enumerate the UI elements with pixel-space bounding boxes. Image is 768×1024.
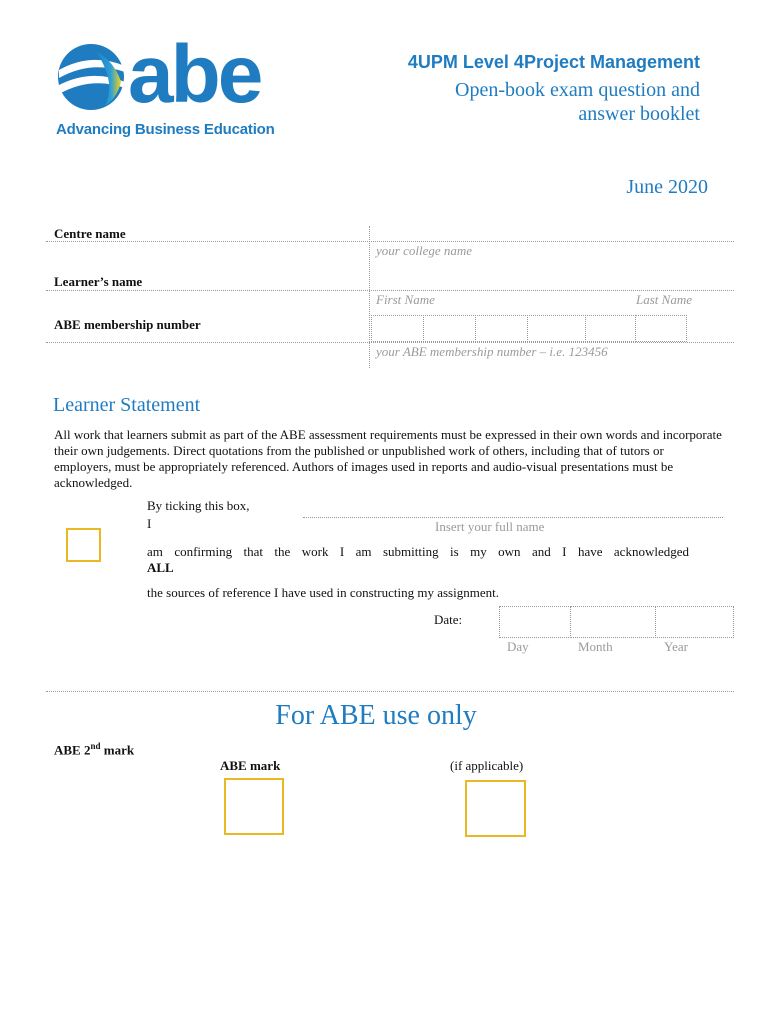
membership-digit-box[interactable] [371, 315, 424, 342]
second-mark-box[interactable] [465, 780, 526, 837]
learner-name-label: Learner’s name [54, 274, 143, 289]
tick-pronoun: I [147, 516, 152, 531]
month-label: Month [578, 639, 613, 654]
month-box[interactable] [570, 606, 656, 638]
abe-logo-swirl-icon [55, 42, 127, 112]
second-mark-sup: nd [90, 741, 101, 751]
subtitle-line-1: Open-book exam question and [455, 79, 700, 101]
form-line [46, 241, 734, 242]
booklet-subtitle [340, 78, 700, 126]
second-mark-suffix: mark [100, 742, 135, 758]
abe-use-only-title: For ABE use only [275, 700, 477, 731]
second-mark-prefix: ABE 2 [54, 742, 91, 758]
centre-name-input[interactable]: your college name [376, 243, 473, 258]
abe-mark-label: ABE mark [220, 758, 281, 773]
last-name-input[interactable]: Last Name [636, 292, 692, 307]
learner-statement-title: Learner Statement [53, 394, 201, 416]
confirm-all-text: ALL [147, 560, 174, 575]
membership-digit-box[interactable] [475, 315, 528, 342]
session-date: June 2020 [626, 176, 708, 198]
confirm-text-body: am confirming that the work I am submitting is my own and I have acknowledged [147, 544, 689, 559]
section-divider [46, 691, 734, 692]
abe-logo-text: abe [128, 29, 261, 120]
date-boxes[interactable] [499, 606, 734, 638]
form-line [46, 342, 734, 343]
full-name-line [303, 517, 723, 518]
membership-hint: your ABE membership number – i.e. 123456 [376, 344, 608, 359]
abe-mark-box[interactable] [224, 778, 284, 835]
membership-digit-box[interactable] [527, 315, 586, 342]
tick-intro-text: By ticking this box, [147, 498, 250, 513]
full-name-input[interactable]: Insert your full name [435, 519, 545, 534]
first-name-input[interactable]: First Name [376, 292, 435, 307]
membership-digit-box[interactable] [635, 315, 687, 342]
membership-digit-boxes[interactable] [371, 315, 687, 342]
course-title: 4UPM Level 4Project Management [407, 52, 700, 72]
abe-logo-tagline: Advancing Business Education [56, 121, 275, 138]
day-label: Day [507, 639, 529, 654]
form-line [46, 290, 734, 291]
year-label: Year [664, 639, 688, 654]
centre-name-label: Centre name [54, 226, 126, 241]
abe-second-mark-label [54, 741, 134, 758]
subtitle-line-2: answer booklet [578, 103, 700, 125]
membership-number-label: ABE membership number [54, 317, 201, 332]
date-label: Date: [434, 612, 463, 627]
confirm-text [147, 544, 689, 560]
form-divider-vertical [369, 226, 370, 368]
confirmation-checkbox[interactable] [66, 528, 101, 562]
membership-digit-box[interactable] [423, 315, 476, 342]
if-applicable-label: (if applicable) [450, 758, 524, 773]
learner-statement-body: All work that learners submit as part of the ABE assessment requirements must be expressed in their own words and incorporate their own judgements. Direct quotations from the published or unpublished work of others, including that of tutors or employers, must be appropriately referenced. Authors of images used in reports and audio-visual presentations must be acknowledged. [54, 427, 722, 490]
sources-text: the sources of reference I have used in constructing my assignment. [147, 585, 499, 600]
year-box[interactable] [655, 606, 734, 638]
day-box[interactable] [499, 606, 571, 638]
membership-digit-box[interactable] [585, 315, 636, 342]
